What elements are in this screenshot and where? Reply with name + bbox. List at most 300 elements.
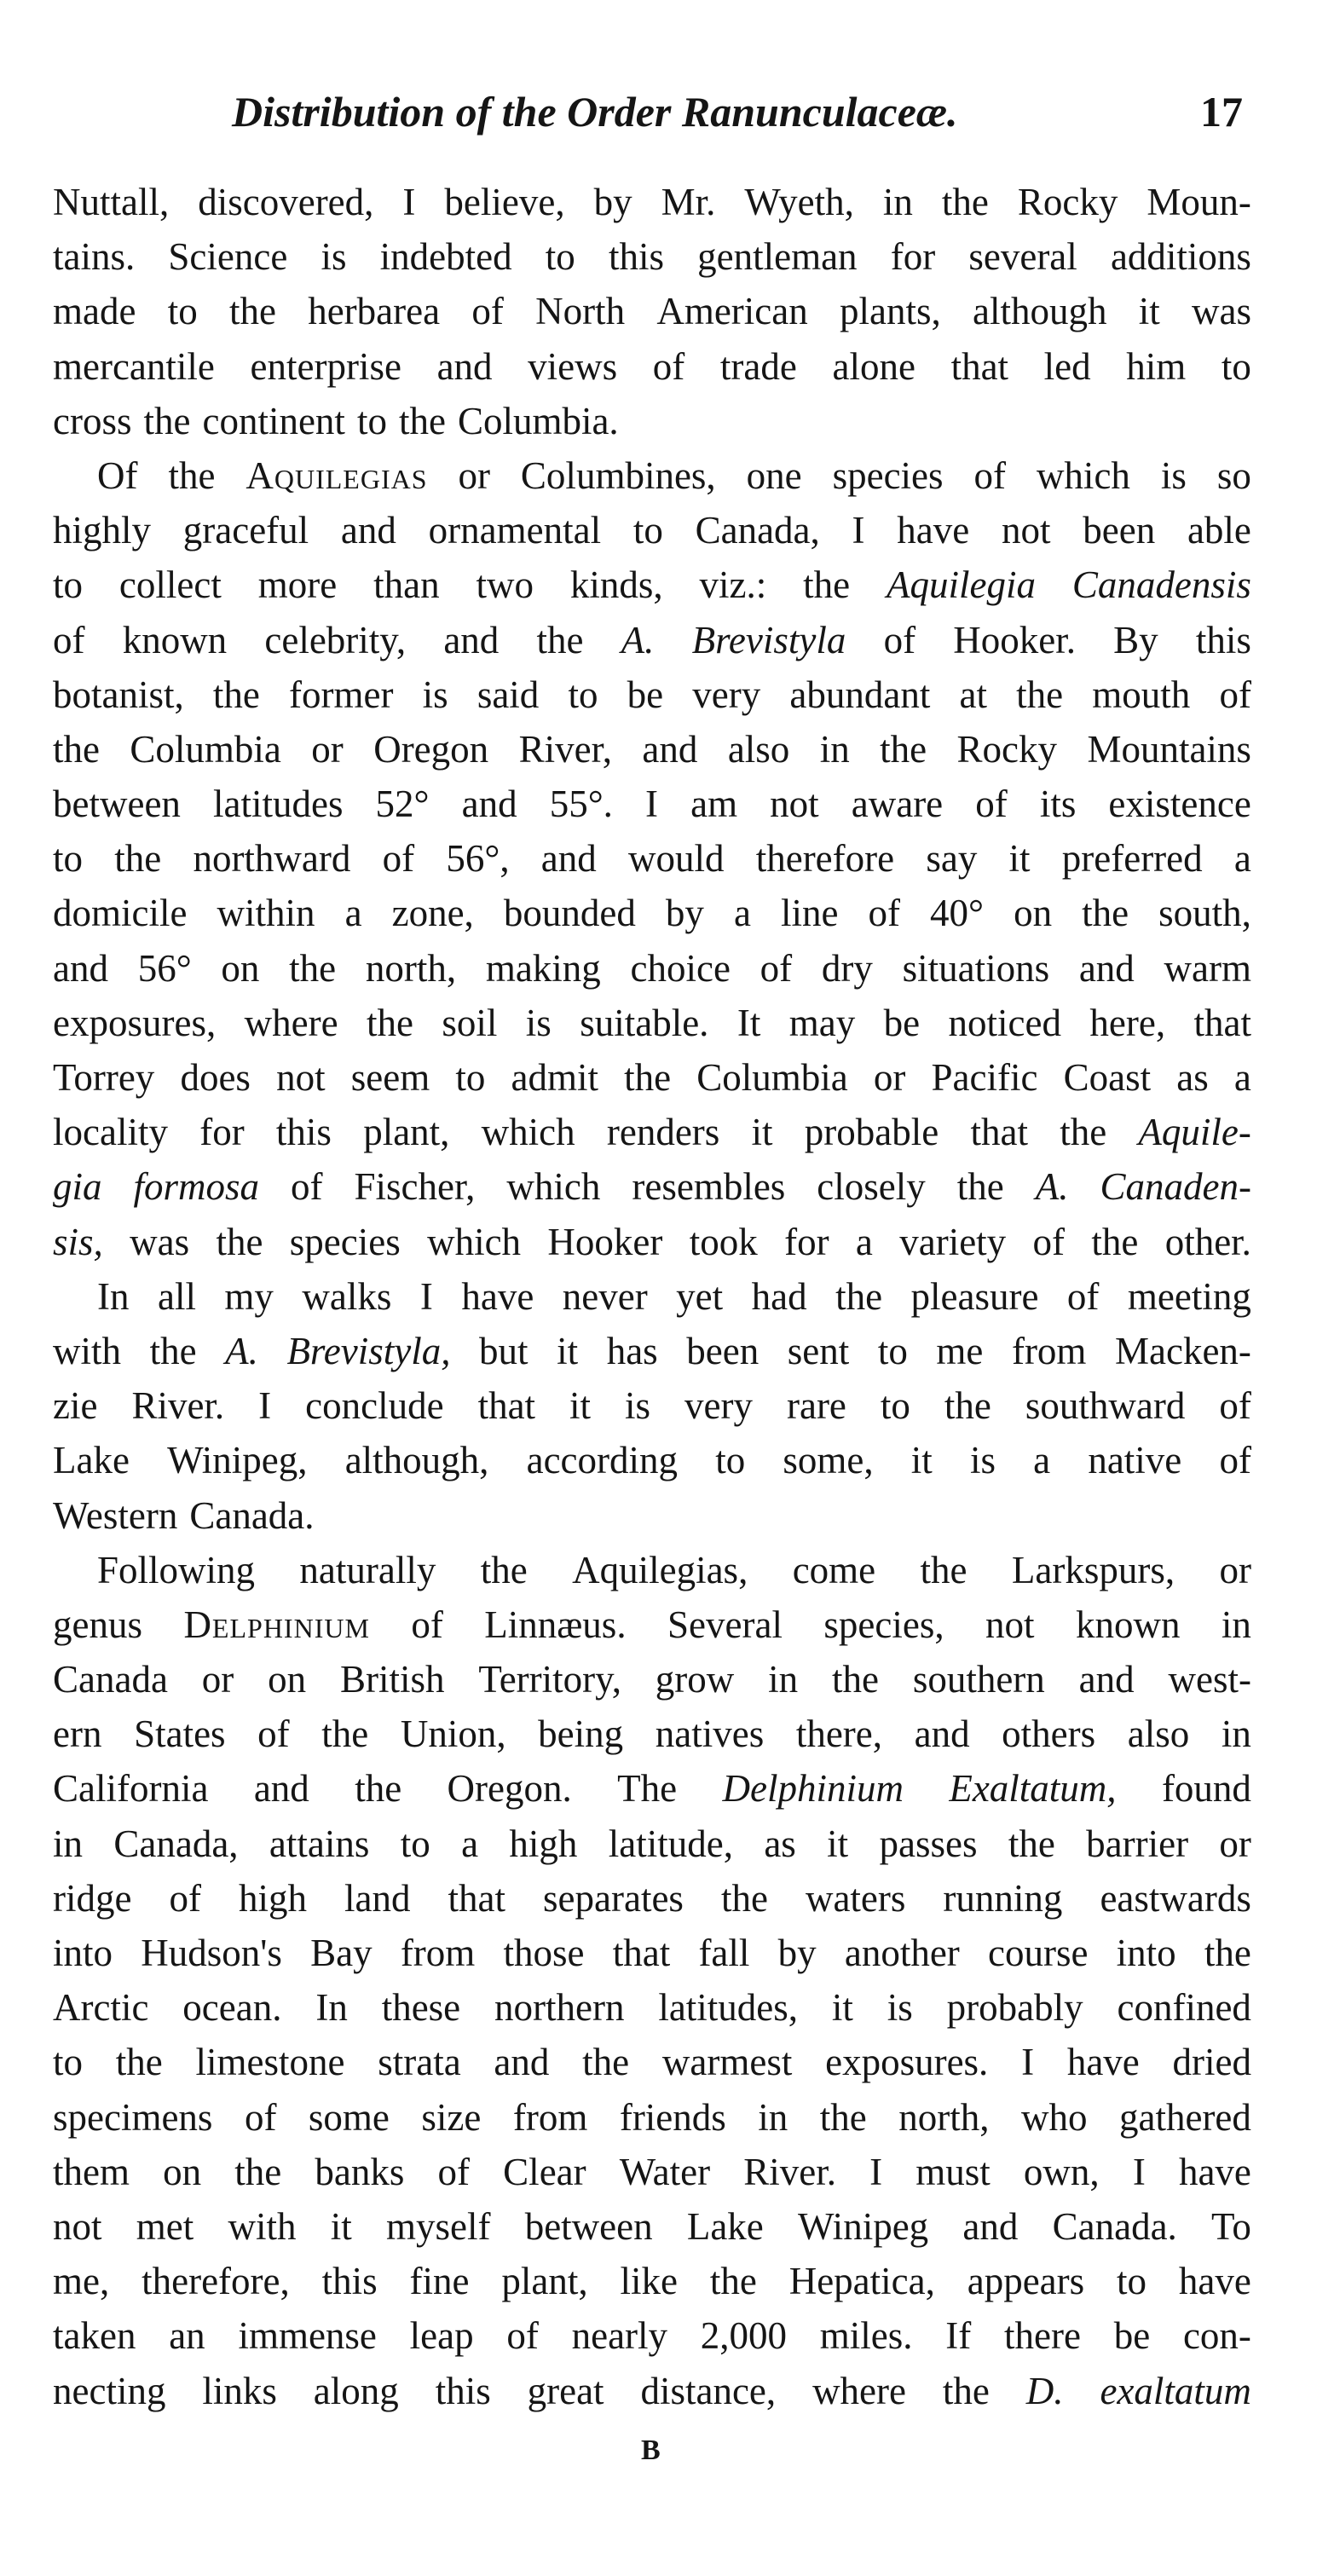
word: 56° [137, 946, 192, 990]
word: very [692, 673, 761, 716]
text-line [53, 2308, 1251, 2363]
word: A. [1035, 1165, 1069, 1209]
text-line [53, 1980, 1251, 2035]
word: met [136, 2204, 194, 2248]
word: formosa [133, 1165, 260, 1209]
word: of [437, 2150, 471, 2193]
word: a [1033, 1439, 1051, 1482]
word: although [973, 290, 1107, 333]
word: taken [53, 2314, 136, 2358]
word: a [733, 892, 751, 935]
word: 2,000 [700, 2314, 788, 2358]
text-line [53, 394, 1251, 448]
word: it [557, 1329, 579, 1372]
word: the [149, 1329, 197, 1372]
word: ridge [53, 1876, 132, 1920]
word: me, [53, 2260, 110, 2303]
word: conclude [305, 1384, 444, 1428]
page-number: 17 [1200, 88, 1243, 136]
word: my [224, 1274, 274, 1318]
word: Rocky [1017, 181, 1118, 223]
word: the [709, 2260, 757, 2303]
word: was [1192, 290, 1251, 333]
word: If [945, 2314, 972, 2358]
word: been [686, 1329, 760, 1372]
word: fall [698, 1932, 750, 1974]
word: I [419, 1274, 433, 1318]
word: which [427, 1220, 522, 1263]
word: warmest [661, 2041, 793, 2084]
word: into [1116, 1932, 1176, 1974]
word: existence [1108, 783, 1251, 826]
word: and [962, 2204, 1019, 2248]
word: plants, [840, 290, 941, 333]
word: the [168, 453, 216, 497]
word: Rocky [956, 727, 1058, 771]
word: the [819, 2095, 867, 2139]
word: on [268, 1658, 307, 1701]
text-line [53, 613, 1251, 667]
word: seem [350, 1056, 430, 1099]
word: the [1082, 892, 1129, 935]
word: I [258, 1384, 272, 1428]
word: Canada. [189, 1493, 315, 1537]
word: latitudes, [658, 1986, 799, 2030]
word: domicile [53, 892, 188, 935]
word: of [471, 290, 504, 333]
word: I [1021, 2041, 1035, 2084]
text-line [53, 284, 1251, 338]
word: Larkspurs, [1011, 1548, 1175, 1591]
word: along [313, 2369, 399, 2412]
word: mercantile [53, 344, 215, 388]
word: or [1219, 1548, 1251, 1591]
word: this [608, 235, 664, 279]
word: but [479, 1329, 528, 1372]
word: to [545, 235, 575, 279]
text-line [53, 557, 1251, 612]
word: grow [655, 1658, 735, 1701]
word: to [53, 837, 84, 881]
word: alone [832, 344, 915, 388]
word: of [1219, 673, 1251, 716]
text-line [53, 2364, 1251, 2418]
word: the [835, 1274, 883, 1318]
word: for [890, 235, 936, 279]
word: barrier [1086, 1822, 1189, 1865]
word: others [1002, 1713, 1096, 1756]
word: it [330, 2204, 352, 2248]
word: preferred [1061, 837, 1203, 881]
word: and [1078, 1658, 1135, 1701]
text-line [53, 2035, 1251, 2089]
word: by [665, 892, 704, 935]
word: Columbines, [520, 453, 716, 497]
word: ornamental [428, 509, 602, 552]
word: graceful [182, 509, 309, 552]
word: to [1117, 2260, 1147, 2303]
word: the [216, 1220, 263, 1263]
word: the [53, 727, 100, 771]
word: dried [1172, 2041, 1251, 2084]
word: here, [1089, 1001, 1166, 1044]
word: found [1161, 1767, 1251, 1811]
word: I [645, 783, 659, 826]
word: which [506, 1165, 601, 1209]
word: I [852, 509, 865, 552]
word: enterprise [250, 344, 401, 388]
text-line [53, 1926, 1251, 1980]
word: and [461, 783, 517, 826]
word: kinds, [569, 563, 663, 607]
word: indebted [379, 235, 512, 279]
word: myself [385, 2204, 491, 2248]
text-line [53, 2199, 1251, 2254]
word: has [606, 1329, 658, 1372]
word: in [768, 1658, 799, 1701]
word: of [506, 2314, 539, 2358]
word: not [1001, 509, 1051, 552]
word: own, [1023, 2150, 1100, 2193]
text-line [53, 1761, 1251, 1816]
word: additions [1110, 235, 1251, 279]
word: of [1032, 1220, 1066, 1263]
word: the [114, 837, 162, 881]
text-line [53, 1488, 1251, 1543]
word: the [831, 1658, 879, 1701]
text-line [53, 996, 1251, 1050]
word: zone, [391, 892, 474, 935]
word: California [53, 1767, 209, 1811]
word: may [788, 1001, 856, 1044]
word: immense [238, 2314, 377, 2358]
word: and [253, 1767, 309, 1811]
word: It [736, 1001, 761, 1044]
word: situations [902, 946, 1050, 990]
word: attains [269, 1822, 370, 1865]
word: Hudson's [141, 1932, 282, 1974]
word: I [869, 2150, 883, 2193]
word: be [627, 673, 664, 716]
word: there [1004, 2314, 1081, 2358]
word: according [526, 1439, 679, 1482]
word: latitudes [213, 783, 344, 826]
word: it [827, 1822, 849, 1865]
text-line [53, 1871, 1251, 1926]
word: to [356, 399, 387, 442]
word: to [880, 1384, 910, 1428]
word: on [1014, 892, 1053, 935]
word: south, [1158, 892, 1251, 935]
word: north, [365, 946, 457, 990]
word: at [959, 673, 987, 716]
word: Canada, [695, 509, 820, 552]
word: the [942, 2369, 990, 2412]
word: continent [202, 399, 345, 442]
word: ocean. [182, 1986, 282, 2030]
word: believe, [444, 181, 565, 223]
word: admit [511, 1056, 598, 1099]
word: pleasure [910, 1274, 1039, 1318]
word: does [180, 1056, 251, 1099]
word: the [228, 290, 276, 333]
word: between [53, 783, 181, 826]
word: views [528, 344, 618, 388]
word: come [792, 1548, 876, 1591]
word: probably [946, 1986, 1083, 2030]
word: to [455, 1056, 486, 1099]
word: or [873, 1056, 906, 1099]
word: as [764, 1822, 796, 1865]
word: By [1113, 618, 1158, 661]
word: some [308, 2095, 390, 2139]
running-title: Distribution of the Order Ranunculaceæ. [232, 88, 958, 136]
word: zie [53, 1384, 98, 1428]
word: cross [53, 399, 132, 442]
word: In [315, 1986, 348, 2030]
word: in [819, 727, 850, 771]
word: is [887, 1986, 913, 2030]
word: the [115, 2041, 163, 2084]
word: species [289, 1220, 401, 1263]
word: have [1066, 2041, 1140, 2084]
word: Columbia [130, 727, 281, 771]
text-line [53, 1816, 1251, 1871]
word: of [868, 892, 900, 935]
word: that [448, 1876, 506, 1920]
word: Nuttall, [53, 181, 170, 223]
word: Coast [1063, 1056, 1152, 1099]
word: River. [131, 1384, 225, 1428]
word: Brevistyla, [286, 1329, 451, 1372]
word: British [339, 1658, 445, 1701]
word: To [1211, 2204, 1251, 2248]
word: that [612, 1932, 671, 1974]
word: would [628, 837, 725, 881]
word: and [340, 509, 396, 552]
signature-mark: B [641, 2434, 661, 2466]
word: a [1233, 1056, 1251, 1099]
word: this [275, 1111, 332, 1154]
word: therefore [755, 837, 895, 881]
word: River. [743, 2150, 836, 2193]
word: not [53, 2204, 102, 2248]
word: nearly [571, 2314, 668, 2358]
word: the [289, 946, 337, 990]
word: the [536, 618, 584, 661]
word: gia [53, 1165, 102, 1209]
word: con- [1182, 2314, 1251, 2358]
word: a [855, 1220, 873, 1263]
word: miles. [819, 2314, 913, 2358]
word: Canada. [1052, 2204, 1177, 2248]
word: the [1204, 1932, 1251, 1974]
word: Brevistyla [691, 618, 846, 661]
word: botanist, [53, 673, 184, 716]
word: never [562, 1274, 648, 1318]
word: River, [518, 727, 613, 771]
word: and [914, 1713, 970, 1756]
word: Columbia. [457, 399, 619, 442]
word: as [1176, 1056, 1209, 1099]
word: Lake [53, 1439, 130, 1482]
word: it [1138, 290, 1160, 333]
word: Lake [686, 2204, 764, 2248]
word: leap [409, 2314, 474, 2358]
text-line [53, 503, 1251, 557]
word: natives [655, 1713, 765, 1756]
word: gathered [1118, 2095, 1251, 2139]
word: made [53, 290, 136, 333]
word: of [975, 783, 1008, 826]
word: have [1178, 2260, 1251, 2303]
word: the [624, 1056, 672, 1099]
word: Aquilegias [245, 453, 428, 497]
word: and [1078, 946, 1135, 990]
word: Moun- [1147, 181, 1251, 223]
word: also [1127, 1713, 1190, 1756]
word: I [402, 181, 416, 223]
word: Mountains [1087, 727, 1251, 771]
word: west- [1168, 1658, 1251, 1701]
word: the [941, 181, 989, 223]
word: for [199, 1111, 245, 1154]
word: have [1178, 2150, 1251, 2193]
word: than [373, 563, 440, 607]
word: is [969, 1439, 996, 1482]
word: the [944, 1384, 991, 1428]
word: to [1221, 344, 1251, 388]
word: led [1043, 344, 1091, 388]
word: or [311, 727, 344, 771]
word: Pacific [931, 1056, 1038, 1099]
word: Bay [310, 1932, 373, 1974]
word: Canada, [113, 1822, 239, 1865]
word: to [53, 2041, 84, 2084]
word: American [656, 290, 808, 333]
text-line [53, 2254, 1251, 2308]
word: of [53, 618, 85, 661]
word: the [1060, 1111, 1107, 1154]
word: confined [1117, 1986, 1251, 2030]
word: specimens [53, 2095, 213, 2139]
word: the [1008, 1822, 1055, 1865]
word: or [458, 453, 490, 497]
word: of [883, 618, 916, 661]
word: Union, [400, 1713, 506, 1756]
word: be [883, 1001, 921, 1044]
word: necting [53, 2369, 166, 2412]
word: of [652, 344, 685, 388]
word: although, [344, 1439, 489, 1482]
word: southern [912, 1658, 1045, 1701]
word: so [1216, 453, 1251, 497]
word: Hepatica, [788, 2260, 935, 2303]
word: I [1132, 2150, 1146, 2193]
word: passes [879, 1822, 978, 1865]
word: which [1036, 453, 1130, 497]
word: and [494, 2041, 550, 2084]
word: 52° [375, 783, 430, 826]
word: and [642, 727, 698, 771]
word: is [1160, 453, 1187, 497]
word: abundant [789, 673, 931, 716]
word: Science [168, 235, 288, 279]
word: from [1011, 1329, 1087, 1372]
word: Winipeg, [167, 1439, 308, 1482]
word: trade [719, 344, 797, 388]
word: where [244, 1001, 338, 1044]
word: for [784, 1220, 829, 1263]
word: running [943, 1876, 1063, 1920]
text-line [53, 1652, 1251, 1707]
word: 56°, [446, 837, 510, 881]
word: of [244, 2095, 277, 2139]
word: size [421, 2095, 482, 2139]
word: the [398, 399, 446, 442]
word: known [122, 618, 228, 661]
word: A. [621, 618, 655, 661]
word: therefore, [142, 2260, 290, 2303]
word: celebrity, [264, 618, 407, 661]
word: of [411, 1603, 443, 1646]
word: high [509, 1822, 578, 1865]
word: not [770, 783, 819, 826]
word: locality [53, 1111, 168, 1154]
word: Delphinium [722, 1767, 904, 1811]
word: them [53, 2150, 130, 2193]
word: exposures, [53, 1001, 217, 1044]
word: naturally [299, 1548, 436, 1591]
word: appears [967, 2260, 1085, 2303]
word: former [289, 673, 394, 716]
word: of [760, 946, 793, 990]
word: in [1221, 1603, 1251, 1646]
word: Territory, [478, 1658, 621, 1701]
word: making [485, 946, 601, 990]
text-line [53, 886, 1251, 940]
word: like [620, 2260, 678, 2303]
word: walks [302, 1274, 392, 1318]
word: took [689, 1220, 758, 1263]
word: Aquile- [1138, 1111, 1251, 1154]
word: was [130, 1220, 190, 1263]
word: some, [783, 1439, 874, 1482]
word: the [355, 1767, 402, 1811]
word: the [212, 673, 260, 716]
word: north, [898, 2095, 990, 2139]
word: in [758, 2095, 788, 2139]
text-line [53, 175, 1251, 229]
word: native [1088, 1439, 1182, 1482]
word: ern [53, 1713, 102, 1756]
word: exaltatum [1100, 2369, 1251, 2412]
word: who [1020, 2095, 1088, 2139]
word: line [780, 892, 839, 935]
word: is [525, 1001, 552, 1044]
word: known [1075, 1603, 1181, 1646]
word: soil [442, 1001, 498, 1044]
word: Delphinium [183, 1603, 370, 1646]
word: the [480, 1548, 528, 1591]
word: herbarea [308, 290, 441, 333]
word: this [435, 2369, 491, 2412]
text-line [53, 1433, 1251, 1487]
word: in [1221, 1713, 1251, 1756]
word: of [1066, 1274, 1100, 1318]
word: the [880, 727, 927, 771]
text-line [53, 1324, 1251, 1378]
